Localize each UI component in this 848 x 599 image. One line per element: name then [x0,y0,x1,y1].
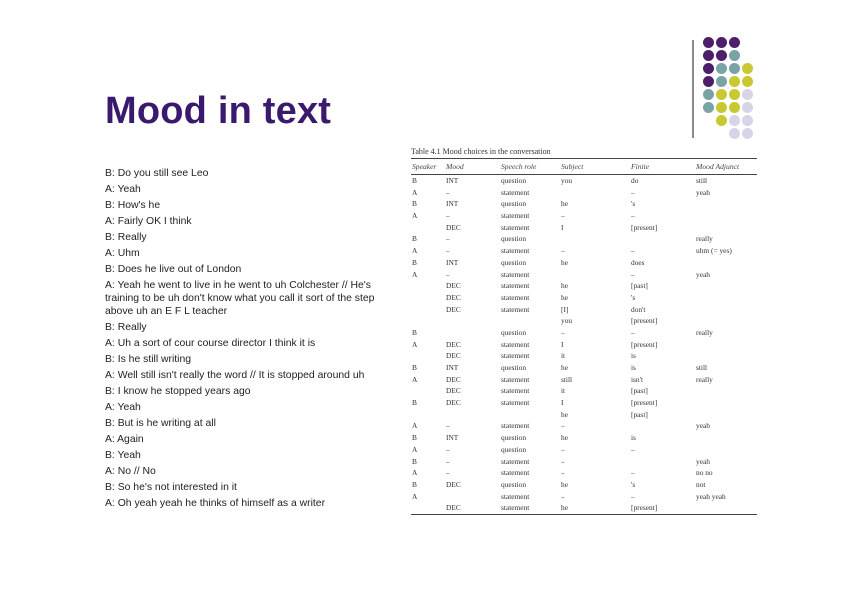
table-cell: statement [501,269,530,279]
table-cell: [present] [631,222,658,232]
decorative-dot [716,115,727,126]
table-cell: INT [446,199,459,209]
table-cell [696,444,757,456]
table-row [411,222,757,234]
table-cell: 's [631,479,636,489]
table-cell: he [561,281,568,291]
table-cell [411,350,446,362]
table-cell: statement [501,351,530,361]
table-cell: INT [446,176,459,185]
decorative-dot [729,89,740,100]
table-cell: question [501,257,527,267]
table-row [411,374,757,386]
mood-choices-table [411,146,757,515]
table-cell: still [696,363,708,372]
decorative-dot [729,63,740,74]
decorative-dot [742,128,753,139]
table-cell: statement [501,398,530,408]
table-cell: is [631,351,636,361]
table-cell: – [561,444,565,454]
table-cell: A [412,468,418,478]
table-row [411,491,757,503]
decorative-dot [703,89,714,100]
table-row [411,210,757,222]
table-cell: question [501,363,527,372]
table-cell: B [412,479,417,489]
decorative-dot [716,50,727,61]
table-cell [696,280,757,292]
table-cell [631,420,696,432]
table-cell [631,233,696,245]
table-cell [501,409,561,421]
table-row [411,444,757,456]
dialogue-line: B: How's he [105,200,161,211]
table-cell: DEC [446,281,461,291]
table-cell: A [412,374,418,384]
table-cell [501,315,561,327]
table-cell: he [561,199,568,209]
table-cell: yeah [696,456,710,466]
table-cell: – [446,246,450,256]
table-cell: is [631,363,636,372]
table-cell: – [631,491,635,501]
table-row [411,350,757,362]
table-cell: – [561,468,565,478]
dialogue-line: A: Uhm [105,248,140,259]
table-row [411,257,757,269]
table-row [411,385,757,397]
table-cell: I [561,339,564,349]
table-row [411,315,757,327]
table-cell [446,315,501,327]
dialogue-transcript [105,167,405,513]
table-cell [696,397,757,409]
table-cell: statement [501,222,530,232]
table-cell: don't [631,304,646,314]
table-cell: you [561,316,573,326]
decorative-dot [729,50,740,61]
decorative-dot [703,102,714,113]
dialogue-line: A: Uh a sort of cour course director I think it is [105,338,316,349]
table-cell: [present] [631,339,658,349]
dialogue-line: A: Oh yeah yeah he thinks of himself as a writer [105,498,326,509]
table-cell: – [561,491,565,501]
table-cell: question [501,176,527,185]
table-cell [696,222,757,234]
dialogue-line: B: I know he stopped years ago [105,386,251,397]
table-cell: – [631,246,635,256]
dialogue-line: B: Is he still writing [105,354,192,365]
table-cell: – [446,211,450,221]
table-cell: INT [446,363,459,372]
dialogue-line: B: Really [105,232,147,243]
table-cell [696,257,757,269]
table-cell: question [501,327,527,337]
table-cell: no no [696,468,713,478]
table-cell [411,409,446,421]
table-row [411,187,757,199]
table-cell [696,292,757,304]
table-cell: [present] [631,316,658,326]
table-cell: yeah [696,421,710,431]
table-header-cell: Speech role [501,162,537,171]
table-cell [411,222,446,234]
table-cell: – [446,444,450,454]
decorative-dot [716,76,727,87]
table-row [411,198,757,210]
table-row [411,327,757,339]
table-cell: [present] [631,398,658,408]
decorative-dot [703,37,714,48]
table-cell: statement [501,246,530,256]
table-cell [631,456,696,468]
dialogue-line: A: Yeah [105,184,141,195]
table-cell: [past] [631,281,648,291]
table-cell: – [631,327,635,337]
dialogue-line: B: So he's not interested in it [105,482,237,493]
slide-title: Mood in text [105,90,332,132]
table-header-cell: Speaker [412,162,437,171]
decorative-dot [729,128,740,139]
table-cell [696,432,757,444]
table-body [411,175,757,514]
table-cell: really [696,234,713,244]
table-cell: – [561,456,565,466]
decorative-dot [703,50,714,61]
decorative-dot [716,102,727,113]
table-cell: B [412,363,417,372]
table-cell: DEC [446,351,461,361]
table-cell: A [412,269,418,279]
table-cell: A [412,339,418,349]
table-cell [696,315,757,327]
table-cell: do [631,176,639,185]
table-cell: statement [501,421,530,431]
table-cell: DEC [446,374,461,384]
table-cell [446,327,501,339]
dialogue-line: A: Fairly OK I think [105,216,192,227]
table-cell: he [561,257,568,267]
table-cell [411,502,446,514]
table-cell: A [412,421,418,431]
decorative-dot [742,102,753,113]
dialogue-line: B: But is he writing at all [105,418,216,429]
table-cell [411,315,446,327]
table-cell: B [412,327,417,337]
table-cell: he [561,363,568,372]
table-cell: – [446,187,450,197]
table-row [411,479,757,491]
table-cell: DEC [446,339,461,349]
table-cell: DEC [446,292,461,302]
table-cell: yeah yeah [696,491,726,501]
dialogue-line: B: Do you still see Leo [105,168,209,179]
table-cell [696,198,757,210]
table-cell: A [412,187,418,197]
table-row [411,397,757,409]
table-cell: really [696,374,713,384]
dialogue-line: A: Well still isn't really the word // It is stopped around uh [105,370,365,381]
table-cell: question [501,444,527,454]
table-cell: question [501,479,527,489]
table-header-cell: Subject [561,162,584,171]
table-cell: B [412,199,417,209]
table-cell: – [446,456,450,466]
table-cell: statement [501,339,530,349]
dialogue-line: A: No // No [105,466,156,477]
decorative-dot [742,76,753,87]
table-cell: – [631,444,635,454]
decorative-dot [729,76,740,87]
table-cell: [I] [561,304,569,314]
table-cell: [past] [631,409,648,419]
table-cell: it [561,351,566,361]
table-row [411,420,757,432]
table-bottom-rule [411,514,757,515]
decorative-dot [716,63,727,74]
table-cell: DEC [446,304,461,314]
table-cell: INT [446,433,459,443]
decorative-dot [729,115,740,126]
table-cell: he [561,479,568,489]
table-cell [696,210,757,222]
table-cell [696,502,757,514]
table-cell: 's [631,292,636,302]
table-cell: DEC [446,386,461,396]
table-cell [696,350,757,362]
table-cell: – [561,246,565,256]
decorative-dot [703,76,714,87]
table-cell [696,339,757,351]
table-row [411,269,757,281]
table-cell [561,269,631,281]
table-cell: – [631,187,635,197]
decorative-dot [716,37,727,48]
table-cell: 's [631,199,636,209]
decorative-dot [729,37,740,48]
table-cell [446,491,501,503]
decorative-dot [729,102,740,113]
dialogue-line: B: Yeah [105,450,141,461]
table-cell: statement [501,491,530,501]
table-header-cell: Mood [446,162,464,171]
table-row [411,339,757,351]
table-cell: is [631,433,636,443]
dialogue-line: A: Yeah he went to live in he went to uh Colchester // He's training to be uh don't know what you call it sort of the step above uh an E F L teacher [105,280,375,317]
table-cell: B [412,456,417,466]
table-cell: statement [501,456,530,466]
table-cell: B [412,234,417,244]
table-cell: B [412,176,417,185]
decorative-dot [742,89,753,100]
table-cell: statement [501,386,530,396]
table-row [411,456,757,468]
dialogue-line: A: Yeah [105,402,141,413]
table-cell: he [561,433,568,443]
table-cell: yeah [696,269,710,279]
decorative-divider [692,40,694,138]
table-cell: – [446,269,450,279]
dialogue-line: B: Does he live out of London [105,264,242,275]
table-cell: – [446,234,450,244]
table-cell: statement [501,468,530,478]
table-cell: statement [501,292,530,302]
dialogue-line: B: Really [105,322,147,333]
table-cell: INT [446,257,459,267]
table-cell [411,304,446,316]
table-cell: A [412,491,418,501]
table-cell: – [561,327,565,337]
table-row [411,362,757,374]
table-cell: you [561,176,573,185]
table-cell [696,409,757,421]
table-cell: A [412,211,418,221]
table-cell: B [412,398,417,408]
table-cell: uhm (= yes) [696,246,732,256]
table-cell: DEC [446,503,461,513]
table-row [411,245,757,257]
table-header-cell: Mood Adjunct [696,162,740,171]
table-cell: DEC [446,398,461,408]
table-cell: yeah [696,187,710,197]
table-header-cell: Finite [631,162,650,171]
table-cell [411,292,446,304]
table-row [411,502,757,514]
decorative-dot [703,63,714,74]
table-row [411,280,757,292]
table-cell: statement [501,187,530,197]
table-cell: – [631,211,635,221]
table-cell: still [561,374,573,384]
table-cell: DEC [446,222,461,232]
table-cell: – [446,468,450,478]
table-row [411,304,757,316]
table-row [411,432,757,444]
table-cell: – [561,421,565,431]
decorative-dot [742,63,753,74]
table-cell: – [631,269,635,279]
dialogue-line: A: Again [105,434,144,445]
table-cell: he [561,409,568,419]
decorative-dot-pattern [703,37,783,137]
table-cell [411,385,446,397]
table-cell: I [561,398,564,408]
table-cell: statement [501,503,530,513]
table-cell: B [412,257,417,267]
table-cell: really [696,327,713,337]
table-cell: still [696,176,708,185]
table-caption: Table 4.1 Mood choices in the conversation [411,147,551,156]
table-cell: statement [501,374,530,384]
table-cell: he [561,503,568,513]
table-cell: it [561,386,566,396]
table-cell: DEC [446,479,461,489]
table-cell: isn't [631,374,644,384]
table-cell: statement [501,211,530,221]
table-cell: not [696,479,706,489]
table-row [411,233,757,245]
table-cell: – [446,421,450,431]
table-cell: B [412,433,417,443]
table-row [411,467,757,479]
table-cell: question [501,433,527,443]
table-cell [411,280,446,292]
table-cell: statement [501,304,530,314]
table-cell: question [501,199,527,209]
table-row [411,409,757,421]
table-cell [696,304,757,316]
table-cell: A [412,246,418,256]
decorative-dot [716,89,727,100]
table-cell: does [631,257,645,267]
table-cell: I [561,222,564,232]
table-cell [696,385,757,397]
table-cell [561,187,631,199]
table-cell: – [561,211,565,221]
table-cell [561,233,631,245]
table-row [411,292,757,304]
table-cell: [past] [631,386,648,396]
table-cell: question [501,234,527,244]
table-cell [446,409,501,421]
table-cell: [present] [631,503,658,513]
table-cell: he [561,292,568,302]
table-cell: A [412,444,418,454]
table-row [411,175,757,187]
table-cell: – [631,468,635,478]
decorative-dot [742,115,753,126]
table-cell: statement [501,281,530,291]
table-header-row [411,159,757,174]
